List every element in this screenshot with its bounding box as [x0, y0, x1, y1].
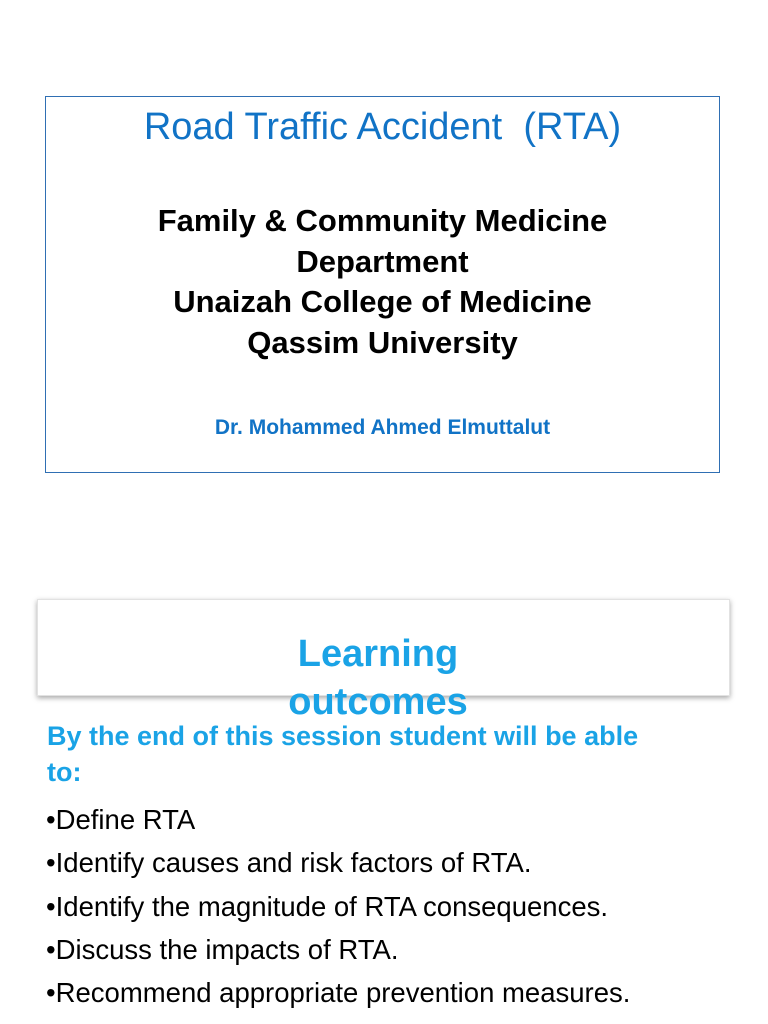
outcome-text: Recommend appropriate prevention measures. — [55, 977, 631, 1008]
department-info — [46, 201, 719, 363]
outcome-text: Identify the magnitude of RTA consequences. — [55, 891, 609, 922]
university-line: Qassim University — [247, 324, 518, 360]
outcome-text: Define RTA — [55, 804, 196, 835]
bullet-icon: • — [46, 934, 56, 965]
outcome-item — [46, 887, 608, 927]
department-line: Family & Community Medicine — [157, 203, 608, 238]
slide-title: Road Traffic Accident (RTA) — [143, 106, 622, 148]
department-line: Department — [296, 243, 469, 279]
outcome-text: Discuss the impacts of RTA. — [55, 934, 399, 965]
learning-outcomes-header-box — [37, 599, 730, 723]
outcome-item — [46, 973, 630, 1013]
outcome-item — [46, 843, 532, 883]
author-name: Dr. Mohammed Ahmed Elmuttalut — [214, 416, 551, 439]
intro-text: By the end of this session student will be able to: — [47, 721, 639, 787]
title-slide — [45, 96, 720, 473]
learning-outcomes-heading — [238, 630, 518, 726]
outcome-item — [46, 930, 398, 970]
heading-line: Learning — [297, 633, 459, 675]
college-line: Unaizah College of Medicine — [173, 284, 592, 319]
outcome-text: Identify causes and risk factors of RTA. — [55, 847, 532, 878]
bullet-icon: • — [46, 977, 56, 1008]
outcome-item — [46, 800, 195, 840]
heading-line: outcomes — [288, 681, 468, 723]
bullet-icon: • — [46, 804, 56, 835]
bullet-icon: • — [46, 847, 56, 878]
bullet-icon: • — [46, 891, 56, 922]
